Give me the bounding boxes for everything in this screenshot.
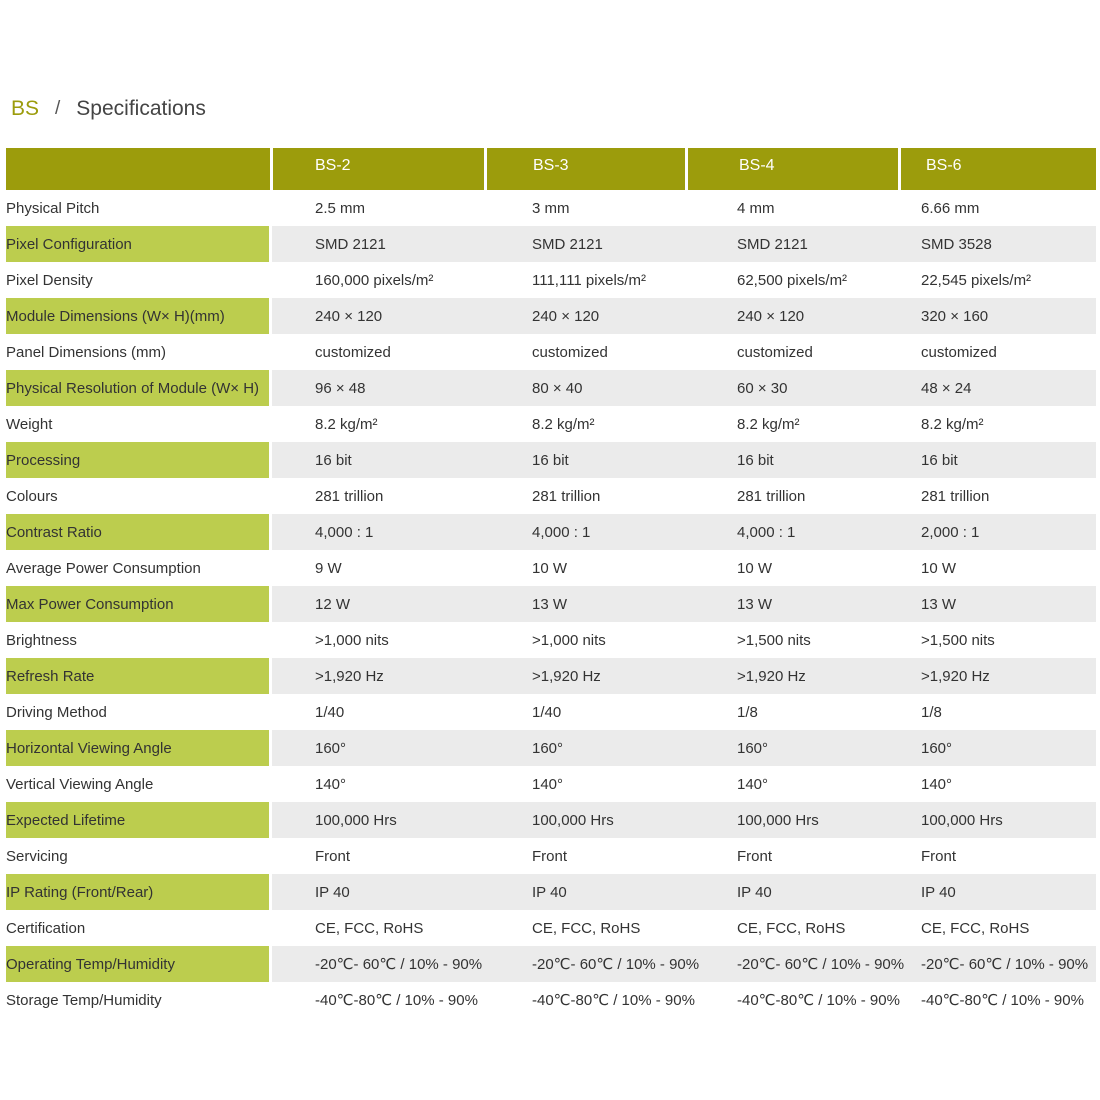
spec-value-bs-4: 62,500 pixels/m² <box>737 271 848 289</box>
breadcrumb <box>11 94 206 124</box>
spec-label: Colours <box>6 487 58 505</box>
spec-label: Refresh Rate <box>6 658 272 694</box>
table-row <box>6 946 1096 982</box>
spec-value-bs-6: customized <box>921 343 997 361</box>
table-row <box>6 694 1096 730</box>
table-header-row <box>6 148 1096 190</box>
spec-value-bs-2: 160° <box>315 739 347 757</box>
spec-value-bs-6: -20℃- 60℃ / 10% - 90% <box>921 956 1089 973</box>
table-row <box>6 730 1096 766</box>
spec-label: Vertical Viewing Angle <box>6 775 154 793</box>
table-row <box>6 838 1096 874</box>
spec-label: Storage Temp/Humidity <box>6 991 162 1009</box>
table-row <box>6 190 1096 226</box>
spec-value-bs-3: IP 40 <box>532 883 567 901</box>
spec-value-bs-2: >1,920 Hz <box>315 667 384 685</box>
spec-value-bs-3: 10 W <box>532 559 568 577</box>
breadcrumb-separator: / <box>55 98 61 119</box>
spec-value-bs-2: CE, FCC, RoHS <box>315 919 424 937</box>
spec-value-bs-6: CE, FCC, RoHS <box>921 919 1030 937</box>
spec-value-bs-3: 281 trillion <box>532 487 601 505</box>
spec-value-bs-6: IP 40 <box>921 883 956 901</box>
spec-value-bs-6: 100,000 Hrs <box>921 811 1003 829</box>
table-row <box>6 586 1096 622</box>
spec-value-bs-3: 100,000 Hrs <box>532 811 614 829</box>
spec-value-bs-2: customized <box>315 343 391 361</box>
spec-value-bs-6: Front <box>921 847 957 865</box>
spec-value-bs-2: 100,000 Hrs <box>315 811 397 829</box>
spec-label: Servicing <box>6 847 68 865</box>
spec-value-bs-3: 80 × 40 <box>532 379 583 397</box>
spec-value-bs-4: -40℃-80℃ / 10% - 90% <box>737 992 900 1009</box>
spec-value-bs-2: 9 W <box>315 559 342 577</box>
table-row <box>6 406 1096 442</box>
table-row <box>6 514 1096 550</box>
spec-value-bs-6: -40℃-80℃ / 10% - 90% <box>921 992 1084 1009</box>
spec-value-bs-4: 8.2 kg/m² <box>737 415 800 433</box>
spec-label: Processing <box>6 442 272 478</box>
spec-value-bs-3: customized <box>532 343 608 361</box>
spec-value-bs-4: customized <box>737 343 813 361</box>
table-row <box>6 802 1096 838</box>
spec-value-bs-3: Front <box>532 847 568 865</box>
spec-value-bs-6: 16 bit <box>921 451 958 469</box>
header-model-bs-3: BS-3 <box>484 148 685 190</box>
table-row <box>6 766 1096 802</box>
spec-value-bs-6: >1,920 Hz <box>921 667 990 685</box>
table-row <box>6 298 1096 334</box>
spec-label: Weight <box>6 415 53 433</box>
spec-label: Physical Pitch <box>6 199 100 217</box>
table-row <box>6 442 1096 478</box>
spec-value-bs-2: Front <box>315 847 351 865</box>
spec-value-bs-6: 2,000 : 1 <box>921 523 980 541</box>
spec-value-bs-3: 16 bit <box>532 451 569 469</box>
spec-value-bs-4: CE, FCC, RoHS <box>737 919 846 937</box>
spec-value-bs-3: 1/40 <box>532 703 562 721</box>
table-row <box>6 910 1096 946</box>
spec-value-bs-3: 13 W <box>532 595 568 613</box>
spec-value-bs-6: >1,500 nits <box>921 631 995 649</box>
spec-label: Horizontal Viewing Angle <box>6 730 272 766</box>
spec-value-bs-6: 1/8 <box>921 703 942 721</box>
spec-value-bs-6: 320 × 160 <box>921 307 989 325</box>
spec-value-bs-4: 100,000 Hrs <box>737 811 819 829</box>
spec-label: Average Power Consumption <box>6 559 201 577</box>
page-title: Specifications <box>76 97 206 120</box>
spec-value-bs-2: 1/40 <box>315 703 345 721</box>
spec-value-bs-2: -40℃-80℃ / 10% - 90% <box>315 992 478 1009</box>
spec-value-bs-3: 140° <box>532 775 564 793</box>
table-row <box>6 550 1096 586</box>
spec-value-bs-3: -40℃-80℃ / 10% - 90% <box>532 992 695 1009</box>
spec-value-bs-3: 240 × 120 <box>532 307 600 325</box>
breadcrumb-root-link[interactable]: BS <box>11 97 40 120</box>
spec-value-bs-4: >1,500 nits <box>737 631 811 649</box>
table-body <box>6 190 1096 1018</box>
table-row <box>6 658 1096 694</box>
spec-value-bs-6: 281 trillion <box>921 487 990 505</box>
spec-value-bs-2: 12 W <box>315 595 351 613</box>
header-model-bs-6: BS-6 <box>898 148 1096 190</box>
spec-value-bs-2: 16 bit <box>315 451 352 469</box>
specifications-table <box>6 148 1096 1018</box>
spec-value-bs-4: 16 bit <box>737 451 774 469</box>
spec-value-bs-2: 4,000 : 1 <box>315 523 374 541</box>
spec-value-bs-3: >1,920 Hz <box>532 667 601 685</box>
spec-value-bs-3: 160° <box>532 739 564 757</box>
table-row <box>6 226 1096 262</box>
spec-value-bs-4: IP 40 <box>737 883 772 901</box>
table-row <box>6 478 1096 514</box>
spec-value-bs-4: 4,000 : 1 <box>737 523 796 541</box>
header-model-bs-2: BS-2 <box>270 148 484 190</box>
spec-label: Physical Resolution of Module (W× H) <box>6 370 272 406</box>
spec-value-bs-3: SMD 2121 <box>532 235 603 253</box>
spec-value-bs-4: 13 W <box>737 595 773 613</box>
spec-label: IP Rating (Front/Rear) <box>6 874 272 910</box>
spec-value-bs-4: 281 trillion <box>737 487 806 505</box>
spec-value-bs-2: 8.2 kg/m² <box>315 415 378 433</box>
spec-value-bs-6: 6.66 mm <box>921 199 980 217</box>
spec-value-bs-4: 140° <box>737 775 769 793</box>
spec-value-bs-3: 8.2 kg/m² <box>532 415 595 433</box>
header-model-bs-4: BS-4 <box>685 148 898 190</box>
spec-value-bs-2: -20℃- 60℃ / 10% - 90% <box>315 956 483 973</box>
table-row <box>6 874 1096 910</box>
spec-value-bs-3: CE, FCC, RoHS <box>532 919 641 937</box>
spec-value-bs-4: >1,920 Hz <box>737 667 806 685</box>
spec-value-bs-4: 4 mm <box>737 199 775 217</box>
spec-label: Pixel Configuration <box>6 226 272 262</box>
spec-value-bs-4: 160° <box>737 739 769 757</box>
spec-value-bs-3: 111,111 pixels/m² <box>532 271 646 289</box>
spec-value-bs-4: 60 × 30 <box>737 379 788 397</box>
spec-value-bs-3: -20℃- 60℃ / 10% - 90% <box>532 956 700 973</box>
spec-value-bs-4: Front <box>737 847 773 865</box>
spec-value-bs-6: 22,545 pixels/m² <box>921 271 1032 289</box>
spec-value-bs-2: 281 trillion <box>315 487 384 505</box>
spec-value-bs-2: >1,000 nits <box>315 631 389 649</box>
spec-label: Module Dimensions (W× H)(mm) <box>6 298 272 334</box>
spec-value-bs-2: SMD 2121 <box>315 235 386 253</box>
spec-label: Certification <box>6 919 86 937</box>
spec-value-bs-6: 140° <box>921 775 953 793</box>
spec-value-bs-4: -20℃- 60℃ / 10% - 90% <box>737 956 905 973</box>
spec-value-bs-6: 10 W <box>921 559 957 577</box>
spec-value-bs-3: 4,000 : 1 <box>532 523 591 541</box>
spec-value-bs-6: 48 × 24 <box>921 379 972 397</box>
spec-label: Panel Dimensions (mm) <box>6 343 167 361</box>
spec-value-bs-4: 240 × 120 <box>737 307 805 325</box>
spec-label: Contrast Ratio <box>6 514 272 550</box>
spec-value-bs-2: 160,000 pixels/m² <box>315 271 434 289</box>
table-row <box>6 334 1096 370</box>
table-row <box>6 262 1096 298</box>
spec-label: Expected Lifetime <box>6 802 272 838</box>
spec-value-bs-4: SMD 2121 <box>737 235 808 253</box>
spec-value-bs-2: 140° <box>315 775 347 793</box>
spec-value-bs-6: 160° <box>921 739 953 757</box>
spec-value-bs-4: 10 W <box>737 559 773 577</box>
table-row <box>6 622 1096 658</box>
spec-label: Brightness <box>6 631 77 649</box>
table-row <box>6 370 1096 406</box>
spec-value-bs-2: 240 × 120 <box>315 307 383 325</box>
table-row <box>6 982 1096 1018</box>
spec-label: Driving Method <box>6 703 107 721</box>
spec-label: Pixel Density <box>6 271 93 289</box>
spec-value-bs-6: SMD 3528 <box>921 235 992 253</box>
spec-value-bs-6: 13 W <box>921 595 957 613</box>
spec-value-bs-6: 8.2 kg/m² <box>921 415 984 433</box>
spec-label: Max Power Consumption <box>6 586 272 622</box>
spec-value-bs-2: 2.5 mm <box>315 199 366 217</box>
spec-value-bs-4: 1/8 <box>737 703 758 721</box>
spec-value-bs-3: 3 mm <box>532 199 570 217</box>
spec-label: Operating Temp/Humidity <box>6 946 272 982</box>
header-empty-cell <box>6 148 270 190</box>
spec-value-bs-2: 96 × 48 <box>315 379 366 397</box>
spec-value-bs-3: >1,000 nits <box>532 631 606 649</box>
spec-value-bs-2: IP 40 <box>315 883 350 901</box>
